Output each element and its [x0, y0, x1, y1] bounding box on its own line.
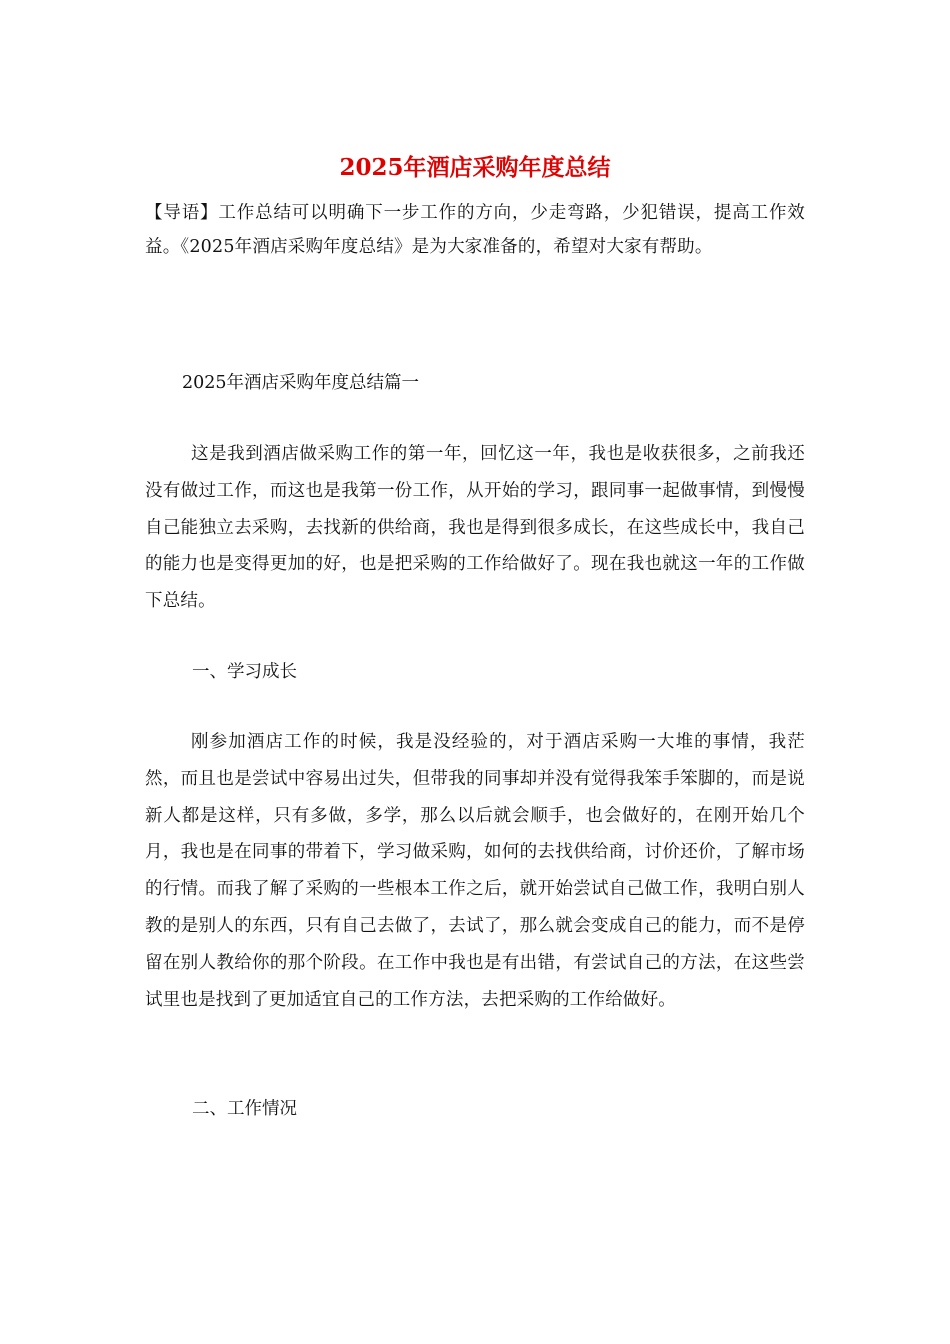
- document-title: 2025年酒店采购年度总结: [339, 154, 611, 181]
- part-heading: 2025年酒店采购年度总结篇一: [182, 373, 420, 393]
- body-paragraph: 这是我到酒店做采购工作的第一年，回忆这一年，我也是收获很多，之前我还没有做过工作，而这也是我第一份工作，从开始的学习，跟同事一起做事情，到慢慢自己能独立去采购，去找新的供给商，我也是得到很多成长，在这些成长中，我自己的能力也是变得更加的好，也是把采购的工作给做好了。现在我也就这一年的工作做下总结。: [145, 444, 805, 612]
- body-paragraph: 刚参加酒店工作的时候，我是没经验的，对于酒店采购一大堆的事情，我茫然，而且也是尝试中容易出过失，但带我的同事却并没有觉得我笨手笨脚的，而是说新人都是这样，只有多做，多学，那么以后就会顺手，也会做好的，在刚开始几个月，我也是在同事的带着下，学习做采购，如何的去找供给商，讨价还价，了解市场的行情。而我了解了采购的一些根本工作之后，就开始尝试自己做工作，我明白别人教的是别人的东西，只有自己去做了，去试了，那么就会变成自己的能力，而不是停留在别人教给你的那个阶段。在工作中我也是有出错，有尝试自己的方法，在这些尝试里也是找到了更加适宜自己的工作方法，去把采购的工作给做好。: [145, 732, 805, 1010]
- section-heading: 一、学习成长: [192, 662, 297, 682]
- intro-paragraph: 【导语】工作总结可以明确下一步工作的方向，少走弯路，少犯错误，提高工作效益。《2025年酒店采购年度总结》是为大家准备的，希望对大家有帮助。: [145, 203, 805, 257]
- section-heading: 二、工作情况: [192, 1099, 297, 1119]
